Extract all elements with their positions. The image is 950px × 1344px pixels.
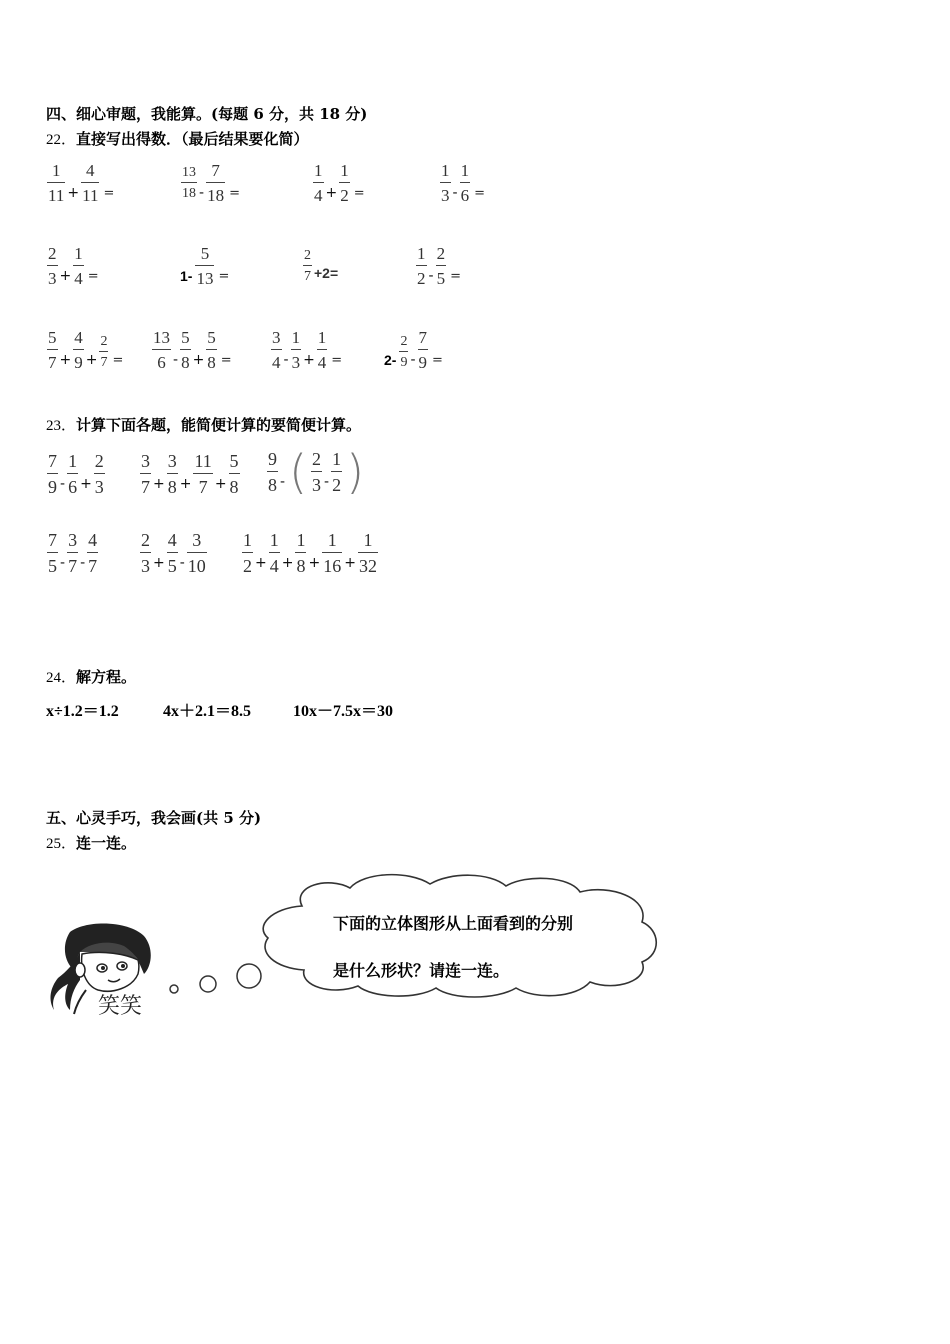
q23-expression (46, 450, 106, 498)
operator: - (324, 474, 330, 490)
operator: + (214, 476, 227, 492)
whole-number: 2- (384, 352, 397, 368)
equals-sign: = (450, 268, 461, 284)
fraction: $\frac{1}{3}$ (441, 161, 450, 205)
q23-expression (266, 445, 367, 499)
operator: + (59, 352, 72, 368)
operator: + (325, 185, 338, 201)
operator: + (67, 185, 80, 201)
fraction: $\frac{3}{10}$ (187, 530, 206, 576)
medium-bubble (200, 976, 216, 992)
thought-bubble (160, 868, 705, 1008)
fraction: $\frac{5}{13}$ (196, 244, 214, 288)
fraction: $\frac{1}{2}$ (340, 161, 349, 205)
question-22-title (46, 128, 309, 149)
question-number: 22． (46, 132, 77, 148)
fraction: $\frac{4}{9}$ (74, 328, 83, 372)
fraction: $\frac{7}{18}$ (207, 161, 225, 205)
fraction: $\frac{3}{4}$ (272, 328, 281, 372)
operator: - (428, 268, 434, 284)
fraction: $\frac{2}{5}$ (436, 244, 446, 288)
question-number: 23． (46, 418, 77, 434)
question-text: 解方程。 (76, 668, 137, 686)
q23-expression (139, 529, 208, 577)
q22-expression (382, 327, 443, 373)
girl-name-label: 笑笑 (98, 994, 143, 1019)
q23-expression (241, 529, 379, 577)
equals-sign: = (103, 185, 115, 201)
operator: + (85, 352, 98, 368)
equals-sign: = (112, 352, 124, 368)
operator: + (281, 555, 294, 571)
fraction: $\frac{5}{8}$ (181, 328, 190, 372)
fraction: $\frac{4}{11}$ (82, 161, 99, 205)
q22-expression (46, 327, 123, 373)
equation-3: 10x－7.5x＝30 (293, 703, 394, 720)
question-text: 连一连。 (76, 834, 137, 852)
equals-sign: = (353, 185, 365, 201)
fraction: $\frac{1}{16}$ (323, 530, 342, 576)
fraction: $\frac{2}{9}$ (400, 334, 408, 370)
equals-sign: = (474, 185, 485, 201)
fraction: $\frac{7}{5}$ (48, 530, 57, 576)
left-parenthesis: ( (289, 445, 308, 499)
fraction: $\frac{1}{4}$ (74, 244, 83, 288)
question-25-title (46, 832, 136, 853)
equation-2: 4x＋2.1＝8.5 (163, 703, 252, 720)
operator: + (153, 555, 165, 571)
operator: - (199, 185, 205, 201)
operator: - (283, 352, 289, 368)
q22-expression (46, 243, 99, 289)
fraction: $\frac{1}{3}$ (291, 328, 301, 372)
operator: + (308, 555, 321, 571)
fraction: $\frac{2}{3}$ (312, 449, 322, 495)
fraction: $\frac{2}{3}$ (141, 530, 150, 576)
fraction: $\frac{5}{8}$ (229, 451, 239, 497)
q22-expression (302, 247, 338, 285)
operator: + (192, 352, 205, 368)
operator: - (80, 555, 86, 571)
right-parenthesis: ) (346, 445, 365, 499)
small-bubble (170, 985, 178, 993)
q22-expression (312, 160, 365, 206)
fraction: $\frac{1}{4}$ (269, 530, 279, 576)
operator: + (80, 476, 92, 492)
fraction: $\frac{13}{18}$ (182, 165, 196, 201)
q22-expression (415, 243, 461, 289)
fraction: $\frac{1}{4}$ (314, 161, 323, 205)
addend-equals: +2= (314, 265, 339, 281)
fraction: $\frac{4}{7}$ (88, 530, 98, 576)
fraction: $\frac{1}{2}$ (417, 244, 426, 288)
fraction: $\frac{13}{6}$ (153, 328, 170, 372)
q22-expression (270, 327, 342, 373)
fraction: $\frac{3}{8}$ (167, 451, 177, 497)
cloud-text-line-2: 是什么形状？请连一连。 (333, 961, 510, 980)
operator: + (153, 476, 165, 492)
section-5-heading: 五、心灵手巧，我会画(共 5 分) (46, 809, 262, 827)
fraction: $\frac{5}{7}$ (48, 328, 57, 372)
fraction: $\frac{7}{9}$ (418, 328, 428, 372)
fraction: $\frac{7}{9}$ (48, 451, 57, 497)
question-24-title (46, 666, 136, 687)
large-bubble (237, 964, 261, 988)
operator: - (410, 352, 416, 368)
operator: - (179, 555, 185, 571)
operator: - (280, 474, 286, 490)
operator: + (255, 555, 267, 571)
fraction: $\frac{1}{8}$ (296, 530, 306, 576)
q22-expression (151, 327, 232, 373)
q22-expression (46, 160, 114, 206)
question-23-title (46, 414, 361, 435)
fraction: $\frac{1}{2}$ (332, 449, 342, 495)
section-4-heading: 四、细心审题，我能算。(每题 6 分，共 18 分) (46, 105, 368, 123)
equals-sign: = (218, 268, 230, 284)
equals-sign: = (87, 268, 99, 284)
fraction: $\frac{1}{4}$ (317, 328, 327, 372)
fraction: $\frac{9}{8}$ (268, 449, 277, 495)
q22-expression (180, 160, 240, 206)
equals-sign: = (331, 352, 343, 368)
operator: + (59, 268, 72, 284)
fraction: $\frac{3}{7}$ (141, 451, 150, 497)
fraction: $\frac{1}{6}$ (68, 451, 78, 497)
fraction: $\frac{1}{32}$ (358, 530, 377, 576)
q22-expression (439, 160, 485, 206)
operator: + (344, 555, 356, 571)
fraction: $\frac{2}{3}$ (48, 244, 57, 288)
fraction: $\frac{11}{7}$ (194, 451, 212, 497)
equals-sign: = (220, 352, 232, 368)
cloud-text-line-1: 下面的立体图形从上面看到的分别 (333, 914, 574, 933)
operator: - (60, 476, 66, 492)
operator: - (60, 555, 66, 571)
equals-sign: = (432, 352, 443, 368)
fraction: $\frac{1}{6}$ (460, 161, 470, 205)
operator: - (173, 352, 179, 368)
fraction: $\frac{5}{8}$ (207, 328, 216, 372)
fraction: $\frac{2}{3}$ (94, 451, 104, 497)
q23-expression (46, 529, 99, 577)
equals-sign: = (229, 185, 240, 201)
fraction: $\frac{4}{5}$ (167, 530, 177, 576)
operator: + (303, 352, 315, 368)
fraction: $\frac{3}{7}$ (68, 530, 78, 576)
question-number: 25． (46, 836, 77, 852)
whole-number: 1- (180, 268, 193, 284)
fraction: $\frac{1}{2}$ (243, 530, 252, 576)
question-text: 直接写出得数．（最后结果要化简） (76, 130, 309, 148)
q23-expression (139, 450, 241, 498)
q22-expression (178, 243, 229, 289)
question-number: 24． (46, 670, 77, 686)
fraction: $\frac{2}{7}$ (100, 334, 108, 370)
fraction: $\frac{1}{11}$ (48, 161, 65, 205)
question-text: 计算下面各题，能简便计算的要简便计算。 (76, 416, 362, 434)
equation-1: x÷1.2＝1.2 (46, 703, 119, 720)
fraction: $\frac{2}{7}$ (304, 248, 311, 284)
operator: + (179, 476, 192, 492)
operator: - (452, 185, 458, 201)
